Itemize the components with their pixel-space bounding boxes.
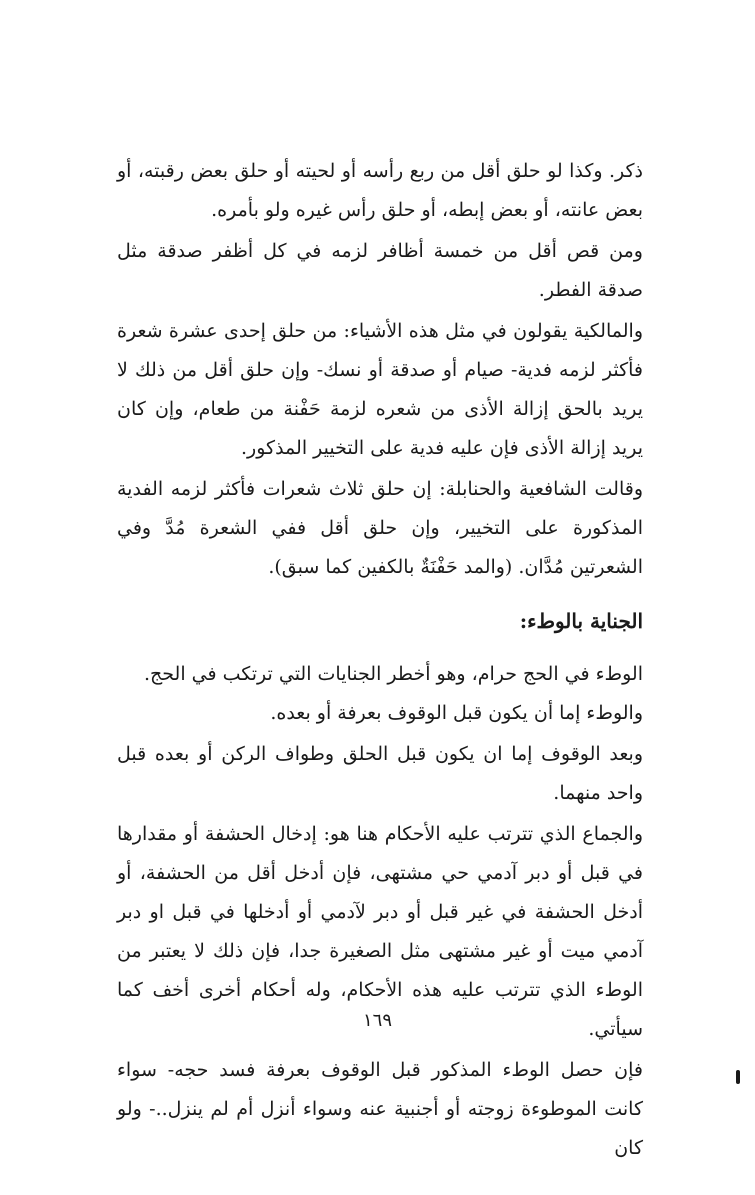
paragraph-6: والوطء إما أن يكون قبل الوقوف بعرفة أو بعده. [270,702,643,724]
paragraph-2: ومن قص أقل من خمسة أظافر لزمه في كل أظفر صدقة مثل صدقة الفطر. [117,240,643,301]
paragraph-1: ذكر. وكذا لو حلق أقل من ربع رأسه أو لحيته أو حلق بعض رقبته، أو بعض عانته، أو بعض إبطه، أو حلق رأس غيره ولو بأمره. [117,160,643,221]
paragraph-3: والمالكية يقولون في مثل هذه الأشياء: من حلق إحدى عشرة شعرة فأكثر لزمه فدية- صيام أو صدقة أو نسك- وإن حلق أقل من ذلك لا يريد بالحق إزالة الأذى من شعره لزمة حَفْنة من طعام، وإن كان يريد إزالة الأذى فإن عليه فدية على التخيير المذكور. [117,320,643,459]
paragraph-8: والجماع الذي تترتب عليه الأحكام هنا هو: إدخال الحشفة أو مقدارها في قبل أو دبر آدمي حي مشتهى، فإن أدخل أقل من الحشفة، أو أدخل الحشفة في غير قبل أو دبر لآدمي أو أدخلها في قبل او دبر آدمي ميت أو غير مشتهى مثل الصغيرة جدا، فإن ذلك لا يعتبر من الوطء الذي تترتب عليه هذه الأحكام، وله أحكام أخرى أخف كما سيأتي. [117,823,643,1040]
paragraph-7: وبعد الوقوف إما ان يكون قبل الحلق وطواف الركن أو بعده قبل واحد منهما. [117,743,643,804]
section-heading: الجناية بالوطء: [519,609,643,633]
paragraph-4: وقالت الشافعية والحنابلة: إن حلق ثلاث شعرات فأكثر لزمه الفدية المذكورة على التخيير، وإن حلق أقل ففي الشعرة مُدَّ وفي الشعرتين مُدَّان. (والمد حَفْنَةٌ بالكفين كما سبق). [117,478,643,578]
paragraph-5: الوطء في الحج حرام، وهو أخطر الجنايات التي ترتكب في الحج. [143,663,643,685]
page-number: ١٦٩ [362,1010,392,1031]
paragraph-9: فإن حصل الوطء المذكور قبل الوقوف بعرفة فسد حجه- سواء كانت الموطوءة زوجته أو أجنبية عنه وسواء أنزل أم لم ينزل..- ولو كان [117,1059,643,1159]
scan-edge-mark [736,1070,740,1084]
